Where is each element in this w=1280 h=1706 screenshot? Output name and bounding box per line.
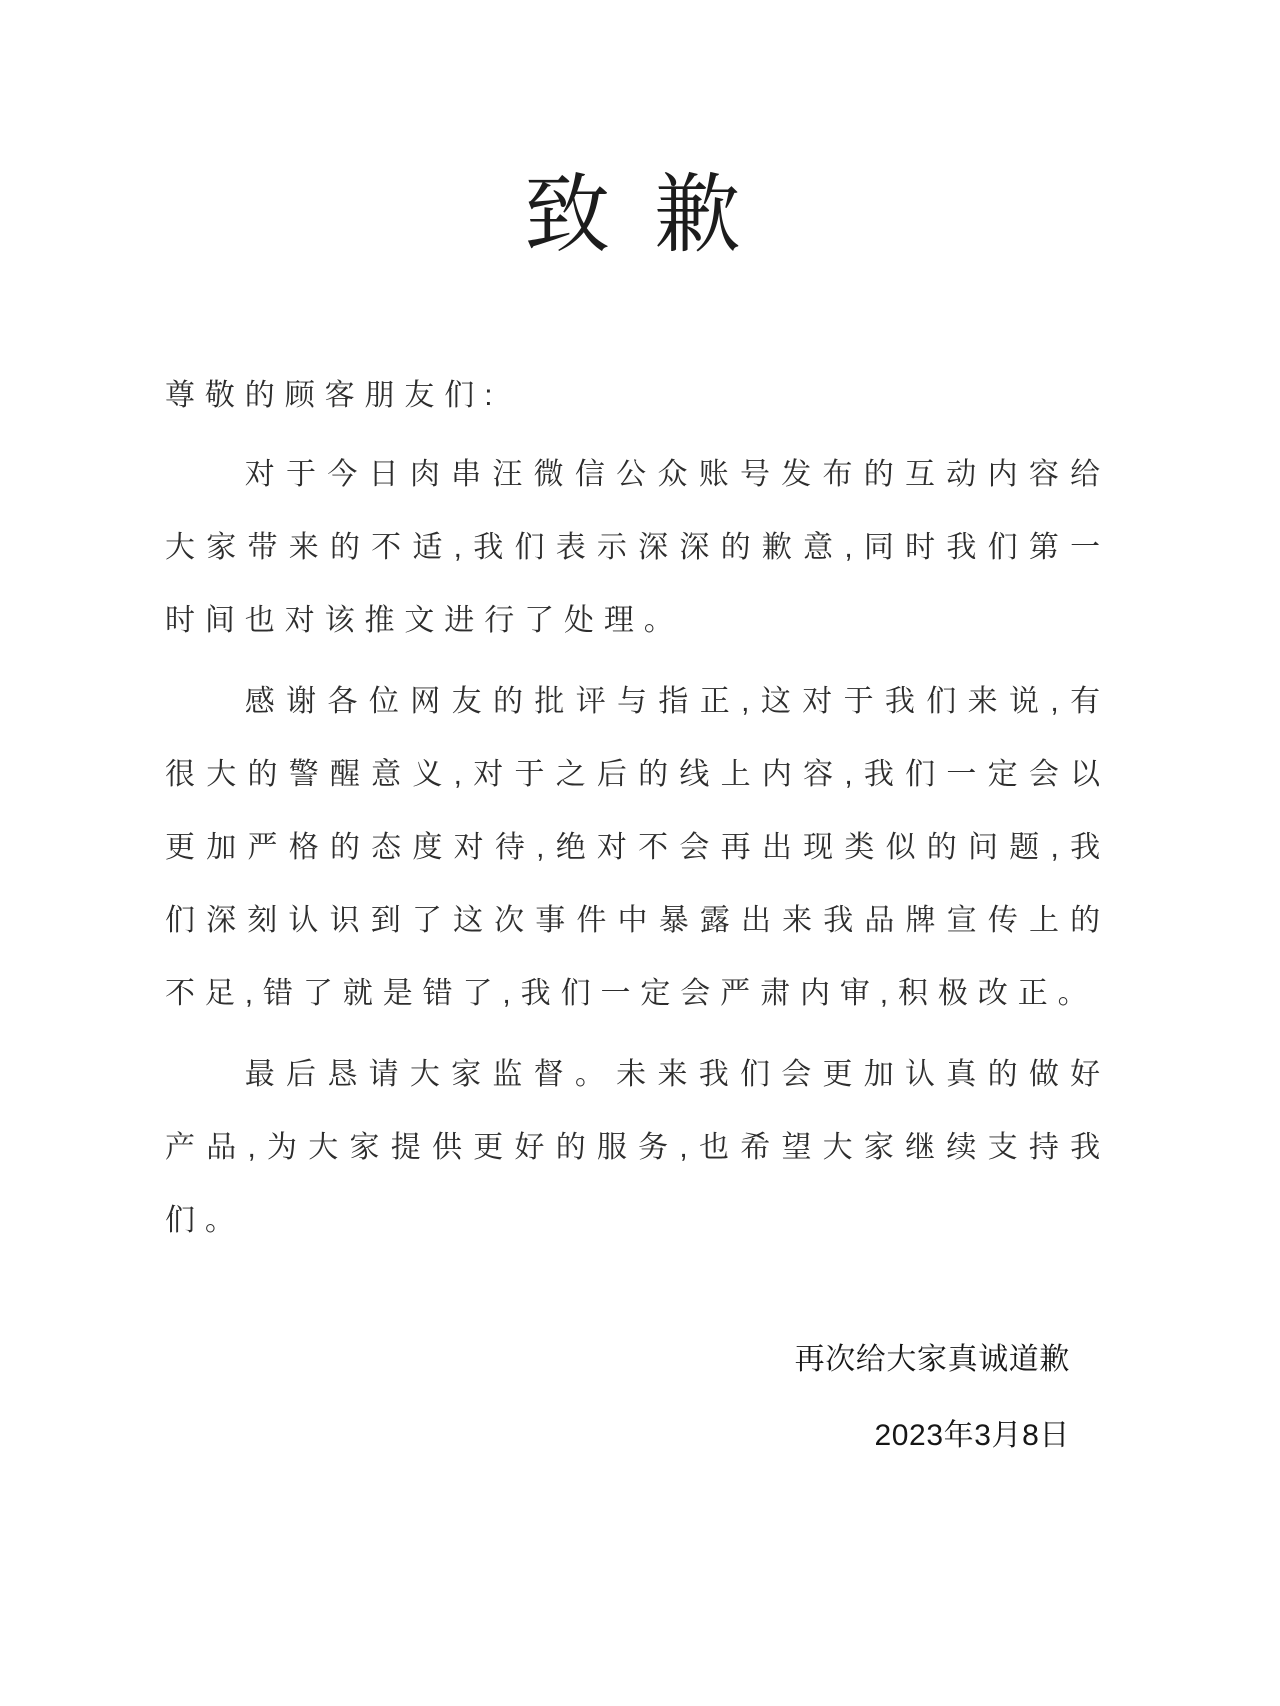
paragraph-reflection: 感谢各位网友的批评与指正,这对于我们来说,有很大的警醒意义,对于之后的线上内容,我们一定会以更加严格的态度对待,绝对不会再出现类似的问题,我们深刻认识到了这次事件中暴露出来我品牌宣传上的不足,错了就是错了,我们一定会严肃内审,积极改正。 [165, 684, 1110, 1010]
letter-body [165, 359, 1110, 1257]
closing-block [165, 1342, 1110, 1454]
paragraph-apology: 对于今日肉串汪微信公众账号发布的互动内容给大家带来的不适,我们表示深深的歉意,同时我们第一时间也对该推文进行了处理。 [165, 457, 1110, 637]
paragraph-commitment: 最后恳请大家监督。未来我们会更加认真的做好产品,为大家提供更好的服务,也希望大家继续支持我们。 [165, 1057, 1110, 1237]
page-title: 致 歉 [524, 167, 751, 263]
sign-off: 再次给大家真诚道歉 [794, 1342, 1070, 1376]
salutation: 尊敬的顾客朋友们: [165, 378, 503, 412]
letter-date: 2023年3月8日 [874, 1418, 1070, 1452]
